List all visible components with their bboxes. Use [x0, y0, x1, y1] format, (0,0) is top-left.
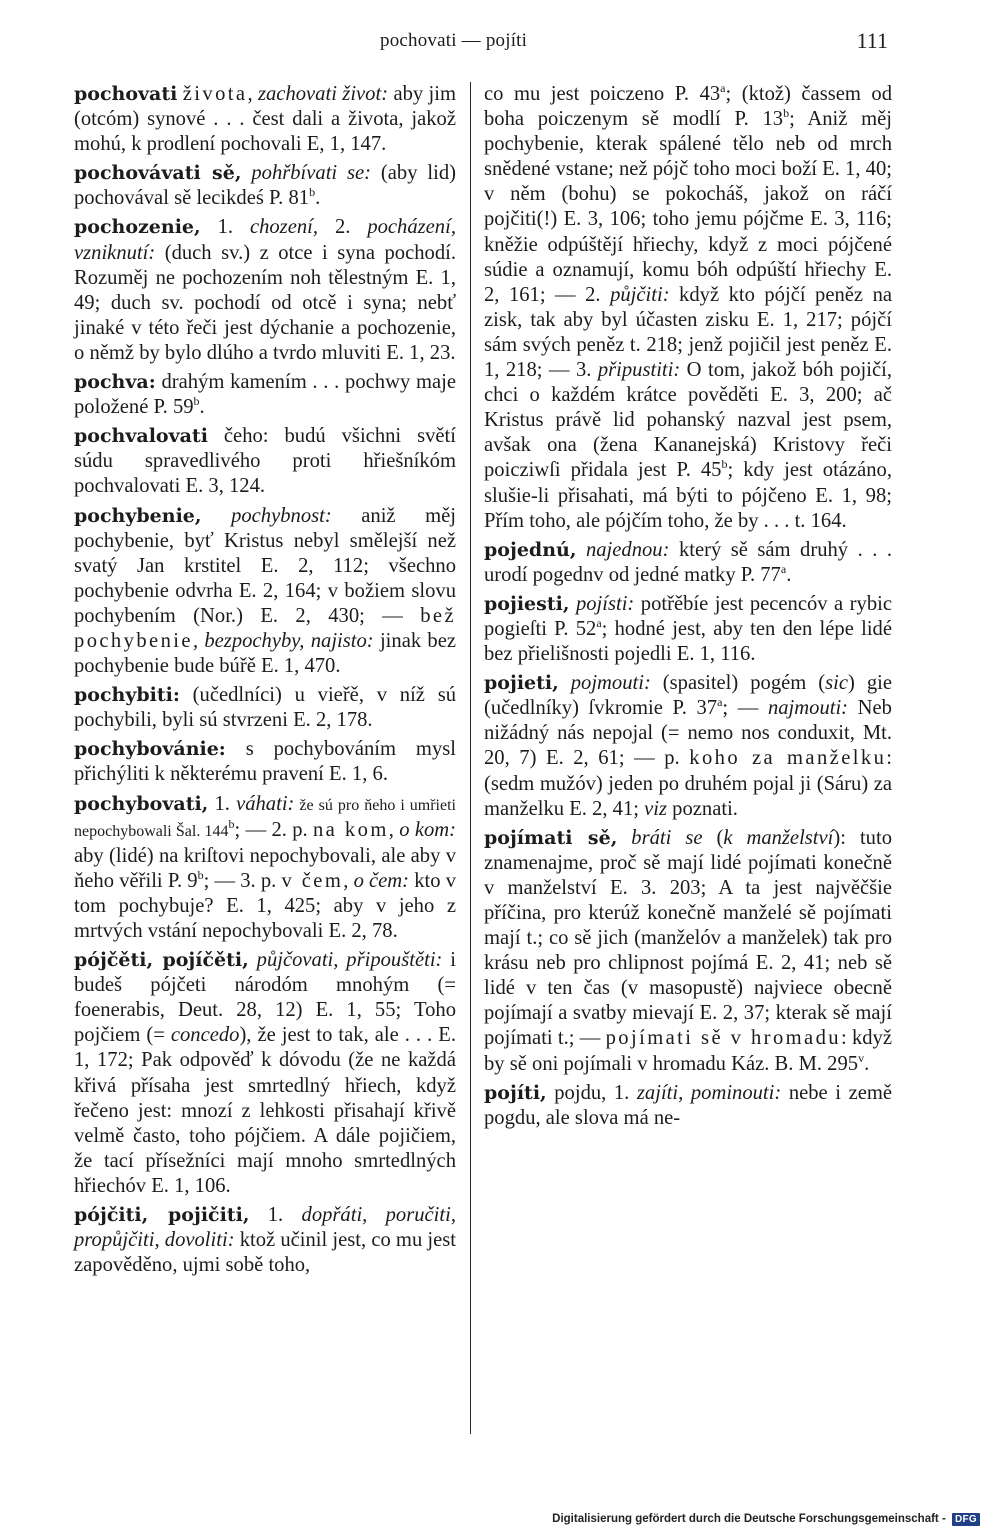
entry-text: i budeš pójčeti národóm mnohým (= foenerabis, Deut. 28, 12) E. 1, 55; Toho pojčiem (=	[74, 949, 457, 1047]
entry-text: který sě sám druhý . . . urodí pogednv od jedné matky P. 77	[484, 538, 893, 586]
entry-text: O tom, jakož bóh pojičí, chci o každém krátce pověděti E. 3, 200; ač Kristus právě lid pohanský nazval jest psem, avšak ona (žena Kananejská) Kristovy řeči poicziwſi přidala jest P. 45	[484, 359, 892, 482]
entry-text: koho za manželku	[689, 747, 887, 770]
entry-text: .	[315, 187, 321, 210]
entry-text	[559, 672, 571, 694]
entry-text: pochybnost:	[231, 504, 332, 527]
dictionary-entry	[74, 370, 456, 420]
entry-text: (aby lid) pochovával sě lecikdeś P. 81	[74, 162, 456, 210]
entry-text: 1.	[208, 792, 237, 815]
entry-text	[202, 505, 232, 527]
entry-text: b	[721, 457, 728, 472]
entry-headword: pochovávati sě,	[74, 162, 242, 185]
entry-text: ; hodné jest, aby ten den lépe lidé bez přielišnosti pojedli E. 1, 116.	[484, 617, 892, 666]
entry-text: chození,	[249, 216, 319, 239]
entry-text: půjčiti:	[610, 283, 670, 306]
dictionary-entry	[74, 683, 456, 733]
entry-text: b	[309, 185, 316, 200]
entry-text: zachovati život:	[258, 83, 389, 105]
credit-text: Digitalisierung gefördert durch die Deutsche Forschungsgemeinschaft -	[552, 1513, 946, 1525]
entry-text: b	[228, 816, 235, 831]
entry-text: ; kdy jest otázáno, slušie-li přisahati, má býti to pójčeno E. 1, 98; Přím toho, ale pójčím toho, že by . . . t. 164.	[484, 459, 892, 532]
entry-text: aby (lidé) na kriſtovi nepochybovali, ale aby v ňeho věřili P. 9	[74, 844, 456, 892]
entry-text: aniž měj pochybenie, byť Kristus nebyl smělejší než svatý Jan krstitel E. 2, 112; všechno pochybenie odvrha E. 2, 164; v božiem slovu pochybením (Nor.) E. 2, 430; —	[74, 504, 456, 627]
entry-text: poznati.	[667, 797, 738, 820]
entry-text: co mu jest poiczeno P. 43	[484, 83, 721, 105]
entry-text: ): tuto znamenajme, proč sě mají lidé pojímati konečně v manželství E. 3. 203; A ta jest najvěčšie příčina, pro kterúž konečně manželé sě pojímati mají t.; co sě jich (manželóv a manželek) tak pro krásu neb pro chlipnost pojímá E. 2, 41; neb sě lidé v ten čas (v masopustě) najviece obecně pojímají a svatby mievají E. 2, 37; kterak sě mají pojímati t.; —	[484, 826, 892, 1050]
entry-text	[249, 949, 257, 971]
dictionary-entry	[484, 538, 892, 588]
entry-text: 1.	[249, 1204, 302, 1227]
entry-text: váhati:	[236, 792, 295, 815]
entry-text: ; Aniž měj pochybenie, kterak spálené tělo neb od mrch snědené vstane; než pójč toho moci boží E. 1, 40; v něm (bohu) se pokocháš, jakož on ráčí pojčiti(!) E. 3, 106; toho jemu pójčme E. 3, 116; kněžie odpúštějí hřiechy, když z moci pójčené súdie a oznamují, komu bóh odpúští hřiechy E. 2, 161; — 2.	[484, 108, 893, 306]
running-header	[0, 28, 1000, 62]
entry-headword: pojednú,	[484, 538, 577, 561]
entry-text: zajíti, pominouti:	[636, 1081, 782, 1104]
entry-text: a	[780, 561, 787, 576]
entry-text: že sú pro ňeho i umřieti nepochybowali Šal. 144	[74, 796, 456, 840]
entry-text: ,	[247, 83, 258, 105]
entry-text: a	[720, 81, 726, 96]
entry-headword: pojiesti,	[484, 592, 570, 615]
entry-text: když kto pójčí peněz na zisk, tak aby byl účasten zisku E. 1, 217; pójčí sám svých peněz t. 218; jenž pojičil jest peněz E. 1, 218; — 3.	[484, 283, 892, 382]
entry-text: 2.	[318, 216, 368, 239]
dictionary-entry	[74, 948, 456, 1199]
entry-text: kto v tom pochybuje? E. 1, 425; aby v jeho z mrtvých vstání nepochybovali E. 2, 78.	[74, 869, 456, 942]
entry-text: 1.	[200, 216, 250, 239]
entry-text: pocházení, vzniknutí:	[74, 216, 456, 264]
entry-text: jinak bez pochybenie bude búřě E. 1, 470.	[74, 629, 456, 678]
entry-headword: pojíti,	[484, 1081, 547, 1104]
entry-text: (učedlníci) u vieřě, v níž sú pochybili, byli sú stvrzeni E. 2, 178.	[74, 684, 456, 732]
page-number: 111	[856, 28, 888, 53]
entry-text: (spasitel) pogém (	[650, 672, 826, 695]
entry-headword: pojieti,	[484, 672, 559, 695]
running-title: pochovati — pojíti	[380, 30, 528, 51]
entry-text: ; —	[722, 697, 768, 720]
entry-text: potřěbíe jest pecencóv a rybic pogieſti P. 52	[484, 592, 892, 640]
entry-text: pohřbívati se:	[251, 162, 372, 185]
entry-text: ktož učinil jest, co mu jest zapověděno, ujmi sobě toho,	[74, 1229, 456, 1277]
entry-text: k manželství	[723, 826, 834, 849]
dictionary-entry	[74, 424, 456, 499]
entry-text: v	[858, 1050, 865, 1065]
entry-text: pojdu, 1.	[546, 1081, 637, 1104]
entry-text: Neb nižádný nás nepojal (= nemo nos conduxit, Mt. 20, 7) E. 2, 61; — p.	[484, 697, 892, 770]
entry-headword: pochvalovati	[74, 425, 208, 448]
entry-headword: pochybiti:	[74, 684, 180, 707]
dictionary-entry	[74, 215, 456, 366]
entry-headword: pochybenie,	[74, 504, 202, 527]
entry-text: bež pochybenie	[74, 604, 456, 652]
entry-text: (	[702, 826, 724, 849]
entry-headword: pochva:	[74, 371, 156, 394]
dictionary-entry	[484, 592, 892, 667]
entry-text: concedo	[170, 1024, 240, 1047]
entry-text: najmouti:	[767, 697, 849, 720]
entry-headword: pochybovati,	[74, 792, 209, 815]
entry-headword: pojímati sě,	[484, 826, 618, 849]
entry-text: a	[717, 695, 723, 710]
column-divider	[470, 82, 471, 1434]
entry-text: : (sedm mužóv) jeden po druhém pojal ji (Sáru) za manželku E. 2, 41;	[484, 747, 892, 820]
dictionary-entry	[484, 82, 892, 534]
entry-text: půjčovati, připouštěti:	[256, 949, 443, 972]
entry-text: najednou:	[585, 538, 670, 561]
dictionary-entry	[484, 826, 892, 1077]
entry-text: ,	[192, 629, 205, 652]
right-column	[484, 82, 892, 1135]
entry-text: bráti se	[631, 826, 703, 849]
dictionary-entry	[74, 792, 456, 945]
entry-text: ), že jest to tak, ale . . . E. 1, 172; Pak odpověď k dóvodu (že ne každá křivá přísaha jest smrtedlný hřiech, když řečeno jest: mnozí z lehkosti přisahají křivě velmě často, toho pójčiem. A dále pojičiem, že tací přísežníci mají mnoho smrtedlných hřiechóv E. 1, 106.	[74, 1024, 456, 1197]
entry-text: čeho: budú všichni světí súdu spravedlivého proti hřiešníkóm pochvalovati E. 3, 124.	[74, 425, 456, 498]
entry-text: pojísti:	[575, 592, 635, 615]
entry-text: ; (ktož) čassem od boha poiczenym sě modlí P. 13	[484, 83, 892, 131]
entry-text: b	[783, 106, 790, 121]
entry-text: ; — 3. p.	[203, 869, 282, 892]
entry-text: na kom	[312, 818, 389, 841]
entry-text: nebe i země pogdu, ale slova má ne-	[484, 1081, 893, 1129]
digitization-credit	[552, 1513, 980, 1526]
entry-text: pojmouti:	[570, 672, 651, 695]
dictionary-entry	[484, 1081, 892, 1131]
entry-headword: pochybovánie:	[74, 738, 226, 761]
entry-text: .	[786, 563, 792, 586]
entry-text	[576, 539, 586, 561]
entry-text: s pochybováním mysl přichýliti k některému pravení E. 1, 6.	[74, 738, 456, 786]
entry-text: ; — 2. p.	[234, 818, 313, 841]
entry-text: o čem:	[353, 869, 410, 892]
entry-text: sic	[825, 672, 848, 695]
entry-text: dopřáti, poručiti, propůjčiti, dovoliti:	[74, 1204, 456, 1252]
entry-text: připustiti:	[597, 359, 681, 382]
dfg-logo: DFG	[952, 1513, 980, 1526]
entry-text: života	[182, 83, 248, 105]
dictionary-entry	[74, 1203, 456, 1278]
entry-text: drahým kamením . . . pochwy maje položené P. 59	[74, 371, 456, 419]
entry-text: b	[193, 394, 200, 409]
entry-text: o kom:	[399, 818, 456, 841]
entry-text	[241, 162, 251, 184]
entry-headword: pójčěti, pojíčěti,	[74, 949, 249, 972]
entry-text: ,	[388, 818, 400, 841]
dictionary-entry	[74, 737, 456, 787]
dictionary-entry	[484, 671, 892, 822]
dictionary-entry	[74, 504, 456, 680]
entry-headword: pochovati	[74, 83, 178, 105]
entry-text: (duch sv.) z otce i syna pochodí. Rozuměj ne pochozením noh tělestným E. 1, 49; duch sv. pochodí od otcě i syna; nebť jinaké v této řeči jest dýchanie a pochozenie, o němž by bylo dlúho a tvrdo mluviti E. 1, 23.	[74, 241, 456, 364]
entry-text: : když by sě oni pojímali v hromadu Káz. B. M. 295	[484, 1027, 892, 1075]
entry-headword: pochozenie,	[74, 216, 201, 239]
entry-headword: pójčiti, pojičiti,	[74, 1204, 250, 1227]
entry-text: b	[197, 867, 204, 882]
entry-text: viz	[644, 797, 668, 820]
entry-text	[617, 827, 631, 849]
entry-text: .	[199, 396, 205, 419]
entry-text: a	[596, 616, 602, 631]
dictionary-entry	[74, 161, 456, 211]
entry-text: .	[864, 1052, 870, 1075]
entry-text: pojímati sě v hromadu	[605, 1027, 841, 1050]
entry-text: ) gie (učedlníky) ſvkromie P. 37	[484, 672, 892, 720]
dictionary-entry	[74, 82, 456, 157]
entry-text: bezpochyby, najisto:	[204, 629, 374, 652]
entry-text: ,	[343, 869, 354, 892]
entry-text: aby jim (otcóm) synové . . . čest dali a života, jakož mohú, k prodlení pochovali E, 1, 147.	[74, 83, 457, 156]
left-column	[74, 82, 456, 1282]
entry-text: v čem	[281, 869, 344, 892]
